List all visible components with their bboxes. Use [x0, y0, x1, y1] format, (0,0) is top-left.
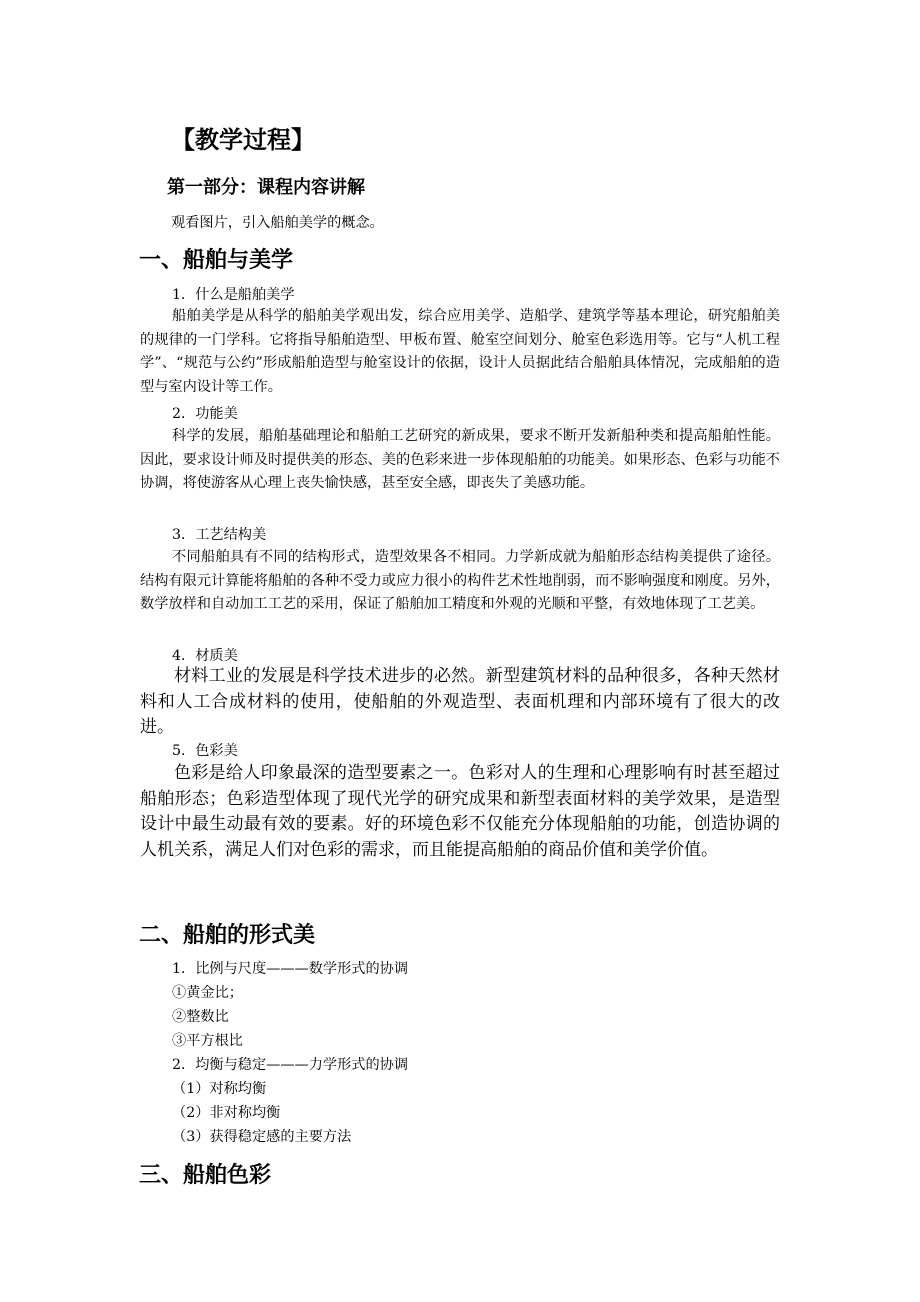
sec2-sub-6: （3）获得稳定感的主要方法	[172, 1129, 352, 1145]
section-2-title: 二、船舶的形式美	[139, 922, 316, 948]
sec2-item-2: 2．均衡与稳定———力学形式的协调	[172, 1057, 409, 1073]
sec2-sub-1: ①黄金比；	[172, 985, 243, 1001]
item-5-paragraph: 色彩是给人印象最深的造型要素之一。色彩对人的生理和心理影响有时甚至超过船舶形态；色彩造型体现了现代光学的研究成果和新型表面材料的美学效果，是造型设计中最生动最有效的要素。好的环境色彩不仅能充分体现船舶的功能，创造协调的人机关系，满足人们对色彩的需求，而且能提高船舶的商品价值和美学价值。	[140, 763, 780, 860]
sec2-sub-3: ③平方根比	[172, 1033, 243, 1049]
page-heading: 【教学过程】	[171, 125, 315, 154]
sec2-sub-2: ②整数比	[172, 1009, 229, 1025]
section-3-title: 三、船舶色彩	[139, 1162, 272, 1188]
sec2-item-1: 1．比例与尺度———数学形式的协调	[172, 961, 409, 977]
item-4-paragraph: 材料工业的发展是科学技术进步的必然。新型建筑材料的品种很多，各种天然材料和人工合成材料的使用，使船舶的外观造型、表面机理和内部环境有了很大的改进。	[140, 666, 780, 737]
item-3-title: 3．工艺结构美	[172, 527, 267, 543]
item-2-title: 2．功能美	[172, 406, 238, 422]
item-5-title: 5．色彩美	[172, 743, 238, 759]
item-1-paragraph: 船舶美学是从科学的船舶美学观出发，综合应用美学、造船学、建筑学等基本理论，研究船舶美的规律的一门学科。它将指导船舶造型、甲板布置、舱室空间划分、舱室色彩选用等。它与“人机工程学”、“规范与公约”形成船舶造型与舱室设计的依据，设计人员据此结合船舶具体情况，完成船舶的造型与室内设计等工作。	[140, 308, 780, 395]
section-1-title: 一、船舶与美学	[139, 247, 294, 273]
item-1-title: 1．什么是船舶美学	[172, 287, 295, 303]
item-4-title: 4．材质美	[172, 648, 238, 664]
item-2-paragraph: 科学的发展，船舶基础理论和船舶工艺研究的新成果，要求不断开发新船种类和提高船舶性能。因此，要求设计师及时提供美的形态、美的色彩来进一步体现船舶的功能美。如果形态、色彩与功能不协调，将使游客从心理上丧失愉快感，甚至安全感，即丧失了美感功能。	[140, 428, 780, 491]
sec2-sub-4: （1）对称均衡	[172, 1081, 267, 1097]
intro-text: 观看图片，引入船舶美学的概念。	[171, 215, 384, 231]
part-title: 第一部分：课程内容讲解	[167, 177, 365, 198]
item-3-paragraph: 不同船舶具有不同的结构形式，造型效果各不相同。力学新成就为船舶形态结构美提供了途径。结构有限元计算能将船舶的各种不受力或应力很小的构件艺术性地削弱，而不影响强度和刚度。另外，数学放样和自动加工工艺的采用，保证了船舶加工精度和外观的光顺和平整，有效地体现了工艺美。	[140, 549, 780, 612]
sec2-sub-5: （2）非对称均衡	[172, 1105, 281, 1121]
